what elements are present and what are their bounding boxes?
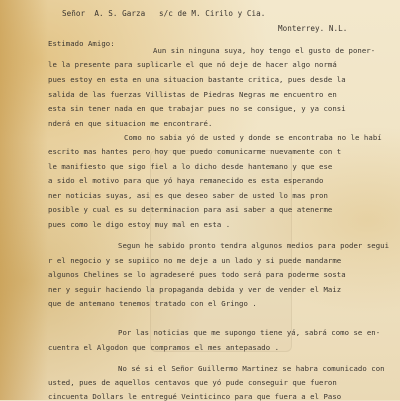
body-line: ner y seguir haciendo la propaganda debida y ver de vender el Maiz: [48, 285, 342, 294]
body-line: pues estoy en esta en una situacion bastante critica, pues desde la: [48, 75, 346, 84]
body-line: le manifiesto que sigo fiel a lo dicho desde hantemano y que ese: [48, 162, 333, 171]
body-line: Aun sin ninguna suya, hoy tengo el gusto de poner-: [153, 46, 376, 55]
body-line: esta sin tener nada en que trabajar pues no se consigue, y ya consi: [48, 104, 346, 113]
body-line: pues como le digo estoy muy mal en esta .: [48, 220, 231, 229]
salutation: Estimado Amigo:: [48, 39, 115, 48]
body-line: posible y cual es su determinacion para asi saber a que atenerme: [48, 205, 333, 214]
body-line: Como no sabia yó de usted y donde se encontraba no le habí: [124, 133, 382, 142]
body-line: Por las noticias que me supongo tiene yá, sabrá como se en-: [118, 328, 381, 337]
body-line: algunos Chelines se lo agradeseré pues todo será para poderme sosta: [48, 270, 346, 279]
body-line: usted, pues de aquellos centavos que yó pude conseguir que fueron: [48, 378, 337, 387]
recipient-line: Señor A. S. Garza s/c de M. Cirilo y Cia.: [62, 9, 266, 18]
body-line: a sido el motivo para que yó haya remanecido es esta esperando: [48, 176, 324, 185]
body-line: nderá en que situacion me encontraré.: [48, 119, 213, 128]
body-line: que de antemano tenemos tratado con el Gringo .: [48, 299, 257, 308]
body-line: escrito mas hantes pero hoy que puedo comunicarme nuevamente con t: [48, 147, 342, 156]
body-line: No sé si el Señor Guillermo Martinez se habra comunicado con: [118, 364, 385, 373]
place-line: Monterrey. N.L.: [278, 24, 348, 33]
body-line: cincuenta Dollars le entregué Veinticinco para que fuera a el Paso: [48, 392, 342, 401]
body-line: cuentra el Algodon que compramos el mes antepasado .: [48, 343, 280, 352]
body-line: salida de las fuerzas Villistas de Piedras Negras me encuentro en: [48, 90, 337, 99]
body-line: r el negocio y se supiico no me deje a un lado y si puede mandarme: [48, 256, 342, 265]
body-line: ner noticias suyas, asi es que deseo saber de usted lo mas pron: [48, 191, 328, 200]
body-line: le la presente para suplicarle el que nó deje de hacer algo normá: [48, 60, 337, 69]
paper-stain: [0, 0, 48, 400]
body-line: Segun he sabido pronto tendra algunos medios para poder segui: [118, 241, 390, 250]
